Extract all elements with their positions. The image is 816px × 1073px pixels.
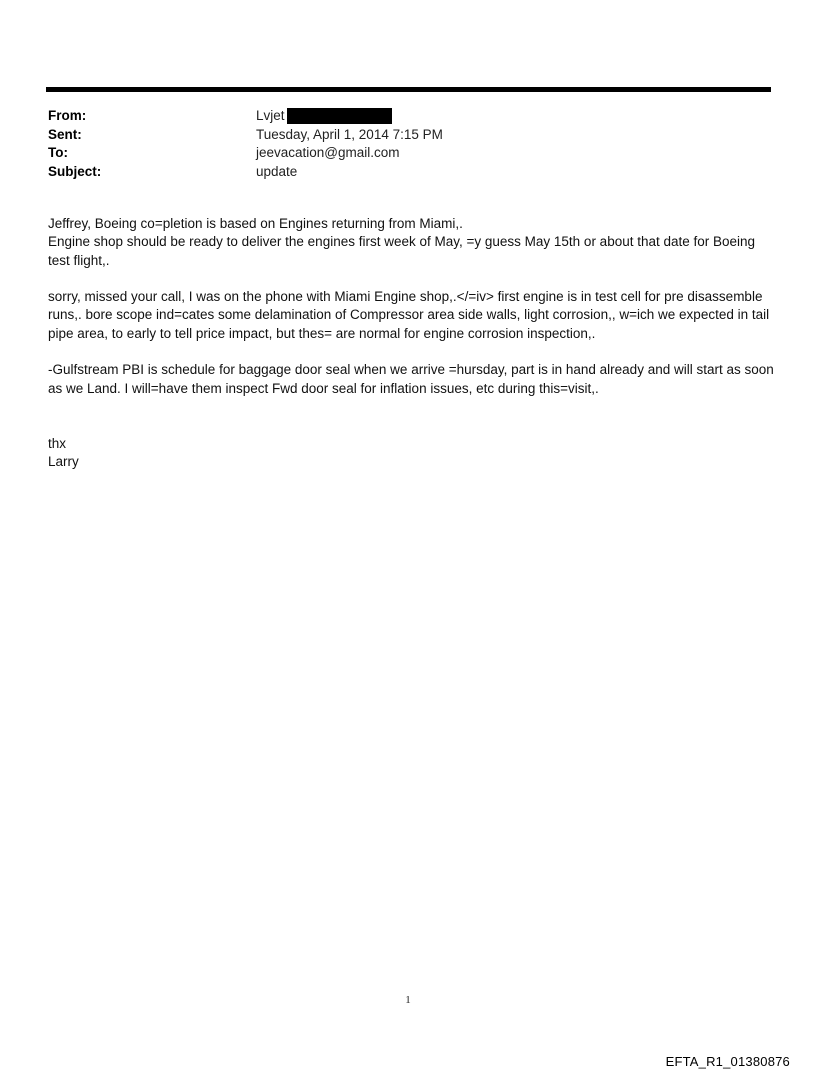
paragraph-2 [48, 288, 773, 343]
page-number: 1 [405, 994, 411, 1006]
body-line: test flight,. [48, 252, 110, 268]
to-label: To: [48, 145, 68, 160]
body-line: -Gulfstream PBI is schedule for baggage door seal when we arrive =hursday, part is in hand already and will start as soon [48, 362, 774, 378]
signoff-name: Larry [48, 453, 79, 469]
bates-number: EFTA_R1_01380876 [665, 1054, 790, 1069]
paragraph-3 [48, 361, 773, 398]
sent-row [48, 126, 768, 145]
email-body [48, 215, 773, 489]
to-row [48, 144, 768, 163]
email-header [48, 107, 768, 181]
body-line: Jeffrey, Boeing co=pletion is based on Engines returning from Miami,. [48, 216, 463, 231]
from-value: Lvjet [256, 108, 285, 123]
sent-label: Sent: [48, 126, 82, 142]
to-value: jeevacation@gmail.com [256, 145, 400, 160]
subject-row [48, 163, 768, 182]
subject-label: Subject: [48, 163, 102, 179]
subject-value: update [256, 163, 298, 179]
body-line: Engine shop should be ready to deliver the engines first week of May, =y guess May 15th or about that date for Boeing [48, 234, 756, 250]
from-label: From: [48, 108, 87, 123]
sent-value: Tuesday, April 1, 2014 7:15 PM [256, 126, 443, 142]
body-line: sorry, missed your call, I was on the phone with Miami Engine shop,.</=iv> first engine is in test cell for pre disassemble [48, 289, 763, 305]
signoff [48, 435, 773, 472]
paragraph-1 [48, 215, 773, 270]
from-row [48, 107, 768, 126]
body-line: as we Land. I will=have them inspect Fwd door seal for inflation issues, etc during this=visit,. [48, 380, 599, 396]
from-value-container [256, 107, 392, 126]
signoff-thanks: thx [48, 435, 67, 451]
header-divider [46, 87, 771, 92]
body-line: runs,. bore scope ind=cates some delamination of Compressor area side walls, light corrosion,, w=ich we expected in tail [48, 307, 770, 323]
body-line: pipe area, to early to tell price impact, but thes= are normal for engine corrosion inspection,. [48, 325, 596, 341]
redaction-block [287, 108, 392, 124]
